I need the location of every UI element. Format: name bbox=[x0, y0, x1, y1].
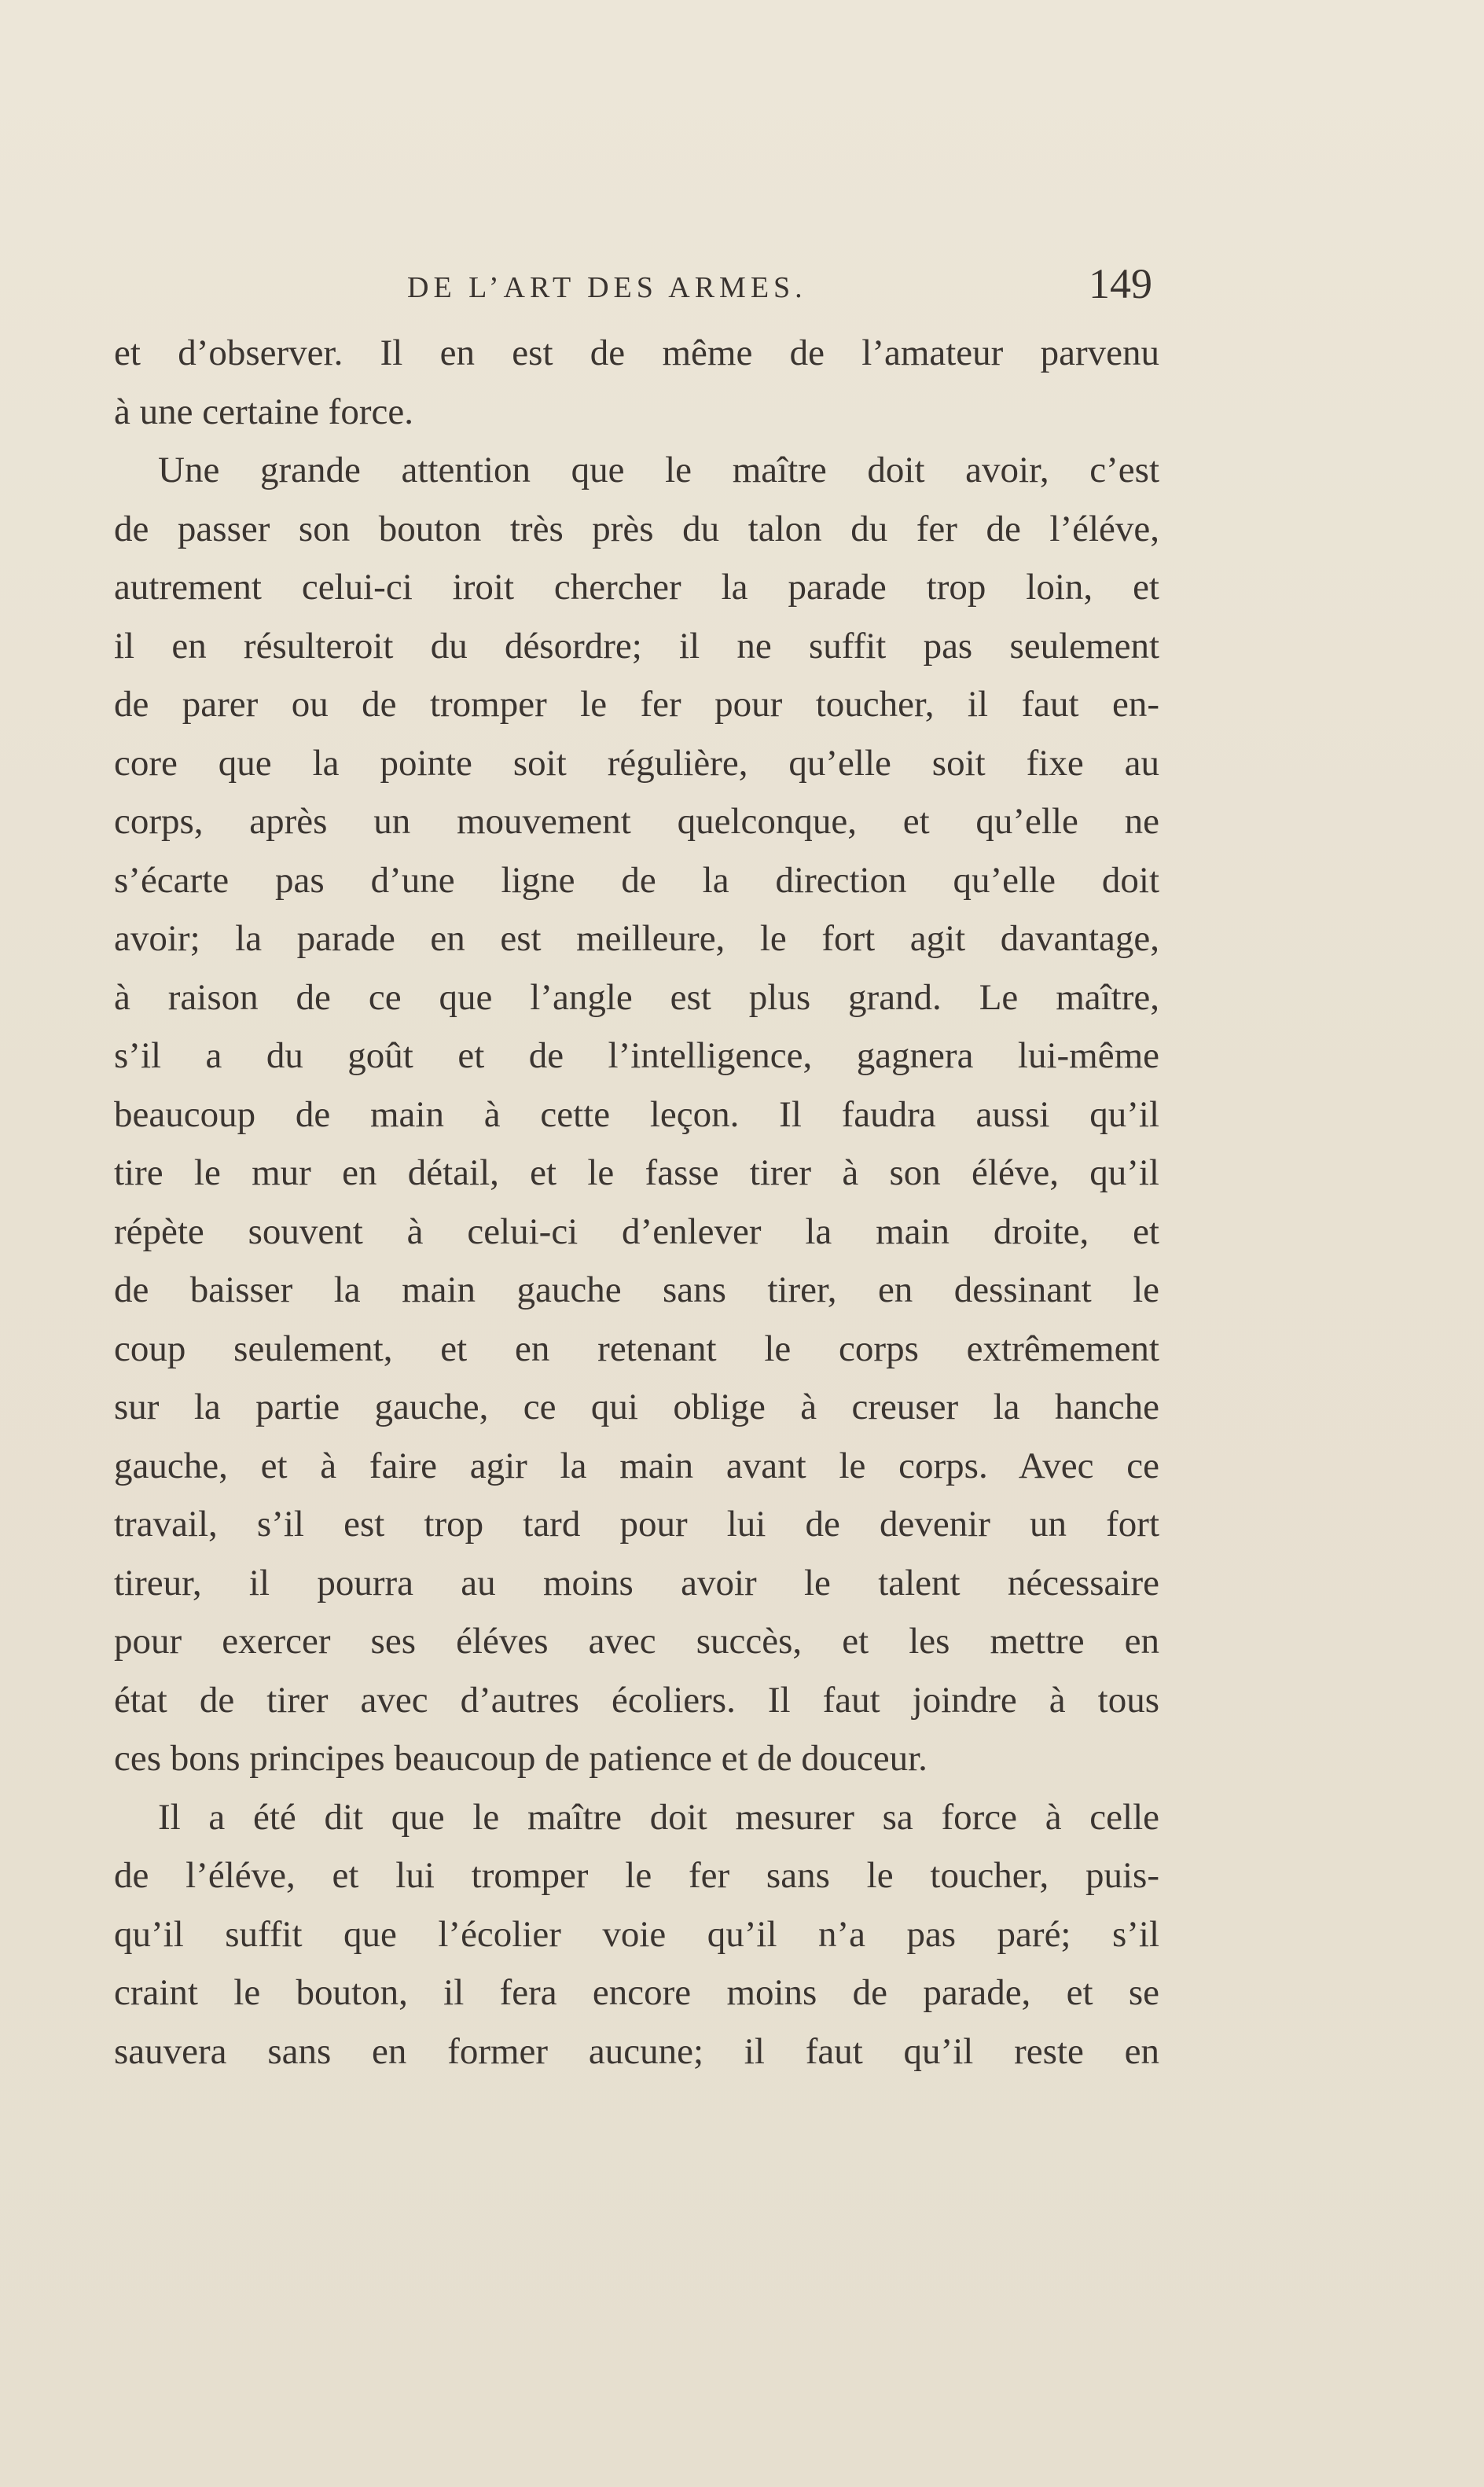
text-line: répète souvent à celui-ci d’enlever la main droite, et bbox=[114, 1210, 1159, 1252]
text-line: de baisser la main gauche sans tirer, en dessinant le bbox=[114, 1269, 1159, 1310]
text-line: qu’il suffit que l’écolier voie qu’il n’a pas paré; s’il bbox=[114, 1913, 1159, 1955]
text-line: corps, après un mouvement quelconque, et qu’elle ne bbox=[114, 801, 1159, 842]
text-line: de l’éléve, et lui tromper le fer sans le toucher, puis- bbox=[114, 1855, 1159, 1896]
text-line: il en résulteroit du désordre; il ne suffit pas seulement bbox=[114, 625, 1159, 667]
text-line: de passer son bouton très près du talon du fer de l’éléve, bbox=[114, 508, 1159, 549]
body-text bbox=[114, 324, 1159, 2081]
text-line: tire le mur en détail, et le fasse tirer à son éléve, qu’il bbox=[114, 1152, 1159, 1193]
text-line: tireur, il pourra au moins avoir le talent nécessaire bbox=[114, 1562, 1159, 1604]
text-line: autrement celui-ci iroit chercher la parade trop loin, et bbox=[114, 567, 1159, 608]
text-line: sur la partie gauche, ce qui oblige à creuser la hanche bbox=[114, 1387, 1159, 1427]
text-line: ces bons principes beaucoup de patience et de douceur. bbox=[114, 1738, 928, 1779]
text-line: core que la pointe soit régulière, qu’elle soit fixe au bbox=[114, 742, 1159, 784]
text-line: craint le bouton, il fera encore moins de parade, et se bbox=[114, 1972, 1159, 2013]
text-line: de parer ou de tromper le fer pour toucher, il faut en- bbox=[114, 684, 1159, 725]
text-line: Il a été dit que le maître doit mesurer sa force à celle bbox=[158, 1796, 1159, 1838]
text-line: coup seulement, et en retenant le corps extrêmement bbox=[114, 1328, 1159, 1369]
text-line: à raison de ce que l’angle est plus grand. Le maître, bbox=[114, 976, 1159, 1018]
text-line: s’il a du goût et de l’intelligence, gagnera lui-même bbox=[114, 1035, 1159, 1076]
text-line: gauche, et à faire agir la main avant le corps. Avec ce bbox=[114, 1445, 1159, 1486]
text-line: travail, s’il est trop tard pour lui de devenir un fort bbox=[114, 1504, 1159, 1545]
text-line: à une certaine force. bbox=[114, 391, 413, 432]
text-line: pour exercer ses éléves avec succès, et les mettre en bbox=[114, 1621, 1159, 1662]
running-head bbox=[407, 259, 1152, 314]
text-line: sauvera sans en former aucune; il faut qu’il reste en bbox=[114, 2030, 1159, 2072]
text-line: état de tirer avec d’autres écoliers. Il faut joindre à tous bbox=[114, 1679, 1159, 1721]
text-line: et d’observer. Il en est de même de l’amateur parvenu bbox=[114, 332, 1159, 373]
text-line: Une grande attention que le maître doit avoir, c’est bbox=[158, 450, 1159, 490]
text-line: avoir; la parade en est meilleure, le fort agit davantage, bbox=[114, 918, 1159, 959]
text-line: s’écarte pas d’une ligne de la direction qu’elle doit bbox=[114, 859, 1159, 901]
page-number: 149 bbox=[1089, 260, 1152, 307]
running-title: DE L’ART DES ARMES. bbox=[407, 271, 807, 304]
text-line: beaucoup de main à cette leçon. Il faudra aussi qu’il bbox=[114, 1093, 1159, 1135]
